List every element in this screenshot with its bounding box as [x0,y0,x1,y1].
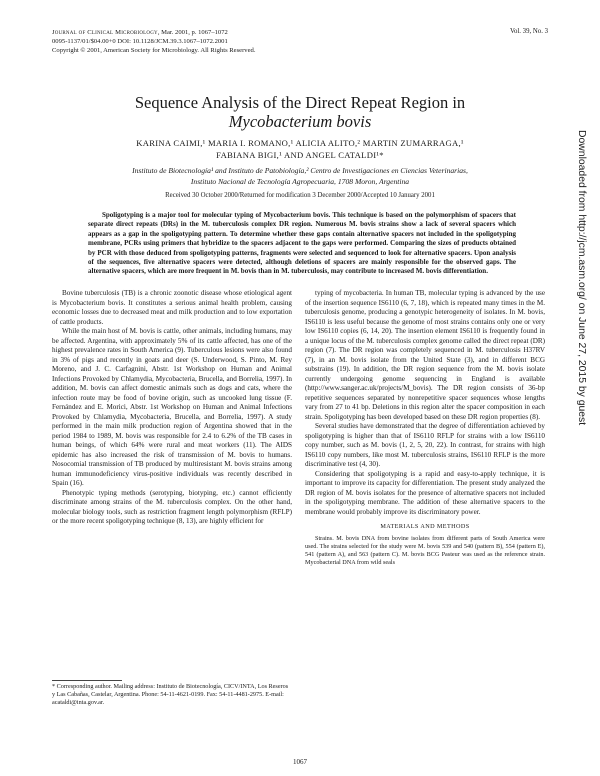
issue-date: , Mar. 2001, p. 1067–1072 [157,29,228,36]
journal-name: Journal of Clinical Microbiology [52,29,158,36]
author-list [52,137,548,161]
journal-header [52,28,382,55]
authors-line-1: KARINA CAIMI,¹ MARIA I. ROMANO,¹ ALICIA ALITO,² MARTIN ZUMARRAGA,¹ [136,138,464,148]
copyright-line: Copyright © 2001, American Society for Microbiology. All Rights Reserved. [52,47,256,54]
body-paragraph: typing of mycobacteria. In human TB, molecular typing is advanced by the use of the insertion sequence IS6110 (6, 7, 18), which is repeated many times in the M. tuberculosis genome, producing a genotypic heterogeneity of isolates. In M. bovis, IS6110 is less useful because the genome of most strains contains only one or very low IS6110 copies (6, 14, 20). The insertion element IS6110 is frequently found in a unique locus of the M. tuberculosis complex genome called the direct repeat (DR) region (7). The DR region was completely sequenced in M. tuberculosis H37RV (7), in an M. bovis isolate from the United State (3), and in different BCG substrains (19). In addition, the DR region sequence from the M. bovis isolate currently undergoing genome sequencing in England is available (http://www.sanger.ac.uk/projects/M_bovis). The DR region consists of 36-bp repetitive sequences separated by nonrepetitive spacer sequences whose lengths vary from 27 to 41 bp. Deletions in this region alter the spacer composition in each strain. Spoligotyping has been developed based on these DR region properties (8). [305,289,545,421]
body-paragraph: Several studies have demonstrated that the degree of differentiation achieved by spoligotyping is higher than that of IS6110 RFLP for strains with a low IS6110 copy number, such as M. bovis (1, 2, 5, 20, 22). In contrast, for strains with high IS6110 copy numbers, like most M. tuberculosis strains, IS6110 RFLP is the more discriminative test (4, 30). [305,422,545,468]
footnote-rule [52,680,122,681]
affiliations [52,166,548,187]
methods-paragraph: Strains. M. bovis DNA from bovine isolates from different parts of South America were used. The strains selected for the study were M. bovis 539 and 540 (pattern B), 554 (pattern E), 541 (pattern A), and 563 (pattern C). M. bovis BCG Pasteur was used as the reference strain. Mycobacterial DNA from wild seals [305,534,545,567]
body-paragraph: While the main host of M. bovis is cattle, other animals, including humans, may be affected. Argentina, with approximately 5% of its cattle affected, has one of the highest prevalence rates in South America (9). Tuberculous lesions were also found in 3% of pigs and recently in goats and deer (S. Underwood, S. Pinto, M. Rey Moreno, and J. C. Carfagnini, Abstr. 1st Workshop on Human and Animal Infections Provoked by Chlamydia, Mycobacteria, Brucella, and Borrelia, 1997). In addition, M. bovis can affect domestic animals such as dogs and cats, where the infection route may be food of bovine origin, such as uncooked lung tissue (F. Fernández and E. Morici, Abstr. 1st Workshop on Human and Animal Infections Provoked by Chlamydia, Mycobacteria, Brucella, and Borrelia, 1997). A study performed in the main milk production region of Argentina showed that in the period 1984 to 1989, M. bovis was responsible for 2.4 to 6.2% of the TB cases in human beings, of which 64% were rural and meat workers (11). The AIDS epidemic has also increased the risk of transmission of M. bovis to humans. Nosocomial transmission of TB produced by multiresistant M. bovis strains among human immunodeficiency virus-positive individuals was recently described in Spain (16). [52,327,292,487]
download-watermark: Downloaded from http://jcm.asm.org/ on June 27, 2015 by guest [576,130,587,426]
affiliation-line-1: Instituto de Biotecnología¹ and Instituto de Patobiología,² Centro de Investigaciones en Ciencias Veterinarias, [132,166,468,175]
title-line-1: Sequence Analysis of the Direct Repeat Region in [134,93,466,112]
authors-line-2: FABIANA BIGI,¹ AND ANGEL CATALDI¹* [216,150,384,160]
section-heading: MATERIALS AND METHODS [380,523,470,530]
body-paragraph: Bovine tuberculosis (TB) is a chronic zoonotic disease whose etiological agent is Mycobacterium bovis. It constitutes a serious animal health problem, causing economic losses due to decreased meat and milk production and to low exportation of cattle products. [52,289,292,326]
article-title [52,93,548,131]
right-column [305,289,545,567]
body-paragraph: Considering that spoligotyping is a rapid and easy-to-apply technique, it is important to improve its capacity for differentiation. The present study analyzed the DR region of M. bovis isolates for the presence of alternative spacers not included in the spoligotyping membrane. The addition of these alternative spacers to the membrane would probably improve its discriminatory power. [305,469,545,516]
received-dates: Received 30 October 2000/Returned for modification 3 December 2000/Accepted 10 January 2001 [165,192,435,199]
corresponding-author-footnote: * Corresponding author. Mailing address: Instituto de Biotecnología, CICV/INTA, Los Reseros y Las Cabañas, Castelar, Argentina. Phone: 54-11-4621-0199. Fax: 54-11-4481-2975. E-mail: acataldi@inta.gov.ar. [52,683,289,707]
doi-codes: 0095-1137/01/$04.00+0 DOI: 10.1128/JCM.39.3.1067–1072.2001 [52,38,228,45]
body-paragraph: Phenotypic typing methods (serotyping, biotyping, etc.) cannot efficiently discriminate among strains of the M. tuberculosis complex. On the other hand, molecular biology tools, such as restriction fragment length polymorphism (RFLP) or the more recent spoligotyping technique (8, 13), are highly efficient for [52,488,292,525]
left-column [52,289,292,527]
affiliation-line-2: Instituto Nacional de Tecnología Agropecuaria, 1708 Moron, Argentina [190,176,410,186]
volume-info: Vol. 39, No. 3 [509,28,548,35]
abstract: Spoligotyping is a major tool for molecular typing of Mycobacterium bovis. This technique is based on the polymorphism of spacers that separate direct repeats (DRs) in the M. tuberculosis complex DR region. Numerous M. bovis strains show a lack of several spacers which appears as a gap in the spoligotyping pattern. To determine whether these gaps contain alternative spacers not included in the spoligotyping membrane, PCRs using primers that hybridize to the spacers adjacent to the gaps were performed. Comparing the sizes of products obtained by PCR with those deduced from spoligotyping patterns, fragments were selected and sequenced to look for alternative spacers. Upon analysis of the sequences, five alternative spacers were detected, although deletions of spacers are mainly responsible for the observed gaps. The alternative spacers, which are more frequent in M. bovis than in M. tuberculosis, may contribute to increased M. bovis differentiation. [88,211,516,276]
page-number: 1067 [293,758,307,766]
title-line-2: Mycobacterium bovis [228,112,372,131]
